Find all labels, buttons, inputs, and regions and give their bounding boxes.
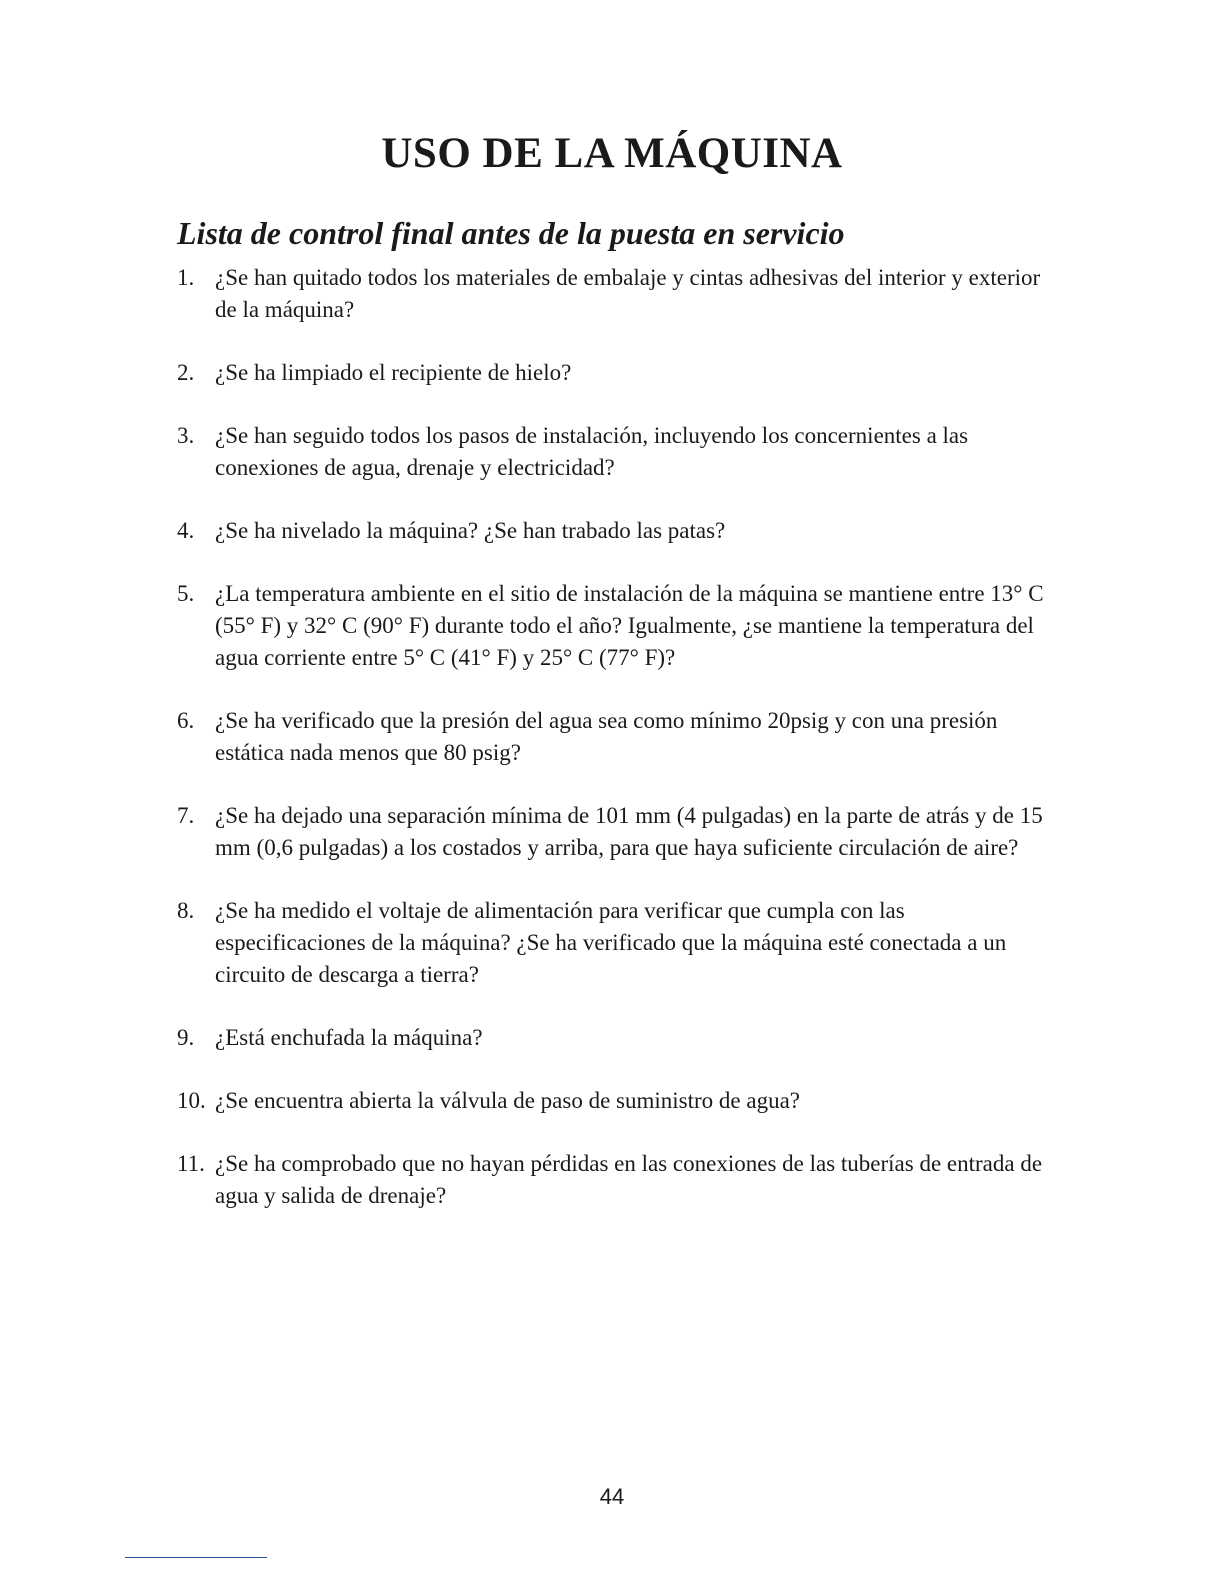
item-number: 5. [177, 581, 195, 606]
checklist-item [177, 578, 1057, 674]
item-text: ¿Se ha comprobado que no hayan pérdidas en las conexiones de las tuberías de entrada de agua y salida de drenaje? [215, 1151, 1043, 1208]
item-number: 7. [177, 803, 195, 828]
checklist-item [177, 1085, 1057, 1117]
item-number: 2. [177, 360, 195, 385]
checklist-item [177, 420, 1057, 484]
checklist-item [177, 895, 1057, 991]
checklist-item [177, 1148, 1057, 1212]
checklist-item [177, 262, 1057, 326]
checklist-item [177, 1022, 1057, 1054]
checklist-item [177, 800, 1057, 864]
page-title: USO DE LA MÁQUINA [381, 130, 843, 177]
checklist-item [177, 705, 1057, 769]
item-number: 3. [177, 423, 195, 448]
section-heading: Lista de control final antes de la puesta en servicio [177, 215, 845, 251]
checklist-item [177, 515, 1057, 547]
item-number: 6. [177, 708, 195, 733]
item-number: 10. [177, 1088, 206, 1113]
item-number: 9. [177, 1025, 195, 1050]
item-number: 11. [177, 1151, 205, 1176]
item-text: ¿Se han quitado todos los materiales de embalaje y cintas adhesivas del interior y exterior de la máquina? [215, 265, 1041, 322]
footer-rule [125, 1557, 267, 1558]
item-text: ¿La temperatura ambiente en el sitio de instalación de la máquina se mantiene entre 13° C (55° F) y 32° C (90° F) durante todo el año? Igualmente, ¿se mantiene la temperatura del agua corriente entre 5° C (41° F) y 25° C (77° F)? [215, 581, 1044, 670]
checklist [177, 262, 1057, 1243]
item-text: ¿Se han seguido todos los pasos de instalación, incluyendo los concernientes a las conexiones de agua, drenaje y electricidad? [215, 423, 969, 480]
item-text: ¿Se ha verificado que la presión del agua sea como mínimo 20psig y con una presión estática nada menos que 80 psig? [215, 708, 998, 765]
item-number: 1. [177, 265, 195, 290]
item-text: ¿Se ha nivelado la máquina? ¿Se han trabado las patas? [215, 518, 726, 543]
item-text: ¿Se ha limpiado el recipiente de hielo? [215, 360, 572, 385]
item-number: 8. [177, 898, 195, 923]
page-number: 44 [599, 1484, 625, 1509]
item-text: ¿Se ha dejado una separación mínima de 101 mm (4 pulgadas) en la parte de atrás y de 15 mm (0,6 pulgadas) a los costados y arriba, para que haya suficiente circulación de aire? [215, 803, 1043, 860]
item-text: ¿Se encuentra abierta la válvula de paso de suministro de agua? [215, 1088, 800, 1113]
item-number: 4. [177, 518, 195, 543]
item-text: ¿Está enchufada la máquina? [215, 1025, 483, 1050]
item-text: ¿Se ha medido el voltaje de alimentación para verificar que cumpla con las especificaciones de la máquina? ¿Se ha verificado que la máquina esté conectada a un circuito de descarga a tierra? [215, 898, 1007, 987]
checklist-item [177, 357, 1057, 389]
